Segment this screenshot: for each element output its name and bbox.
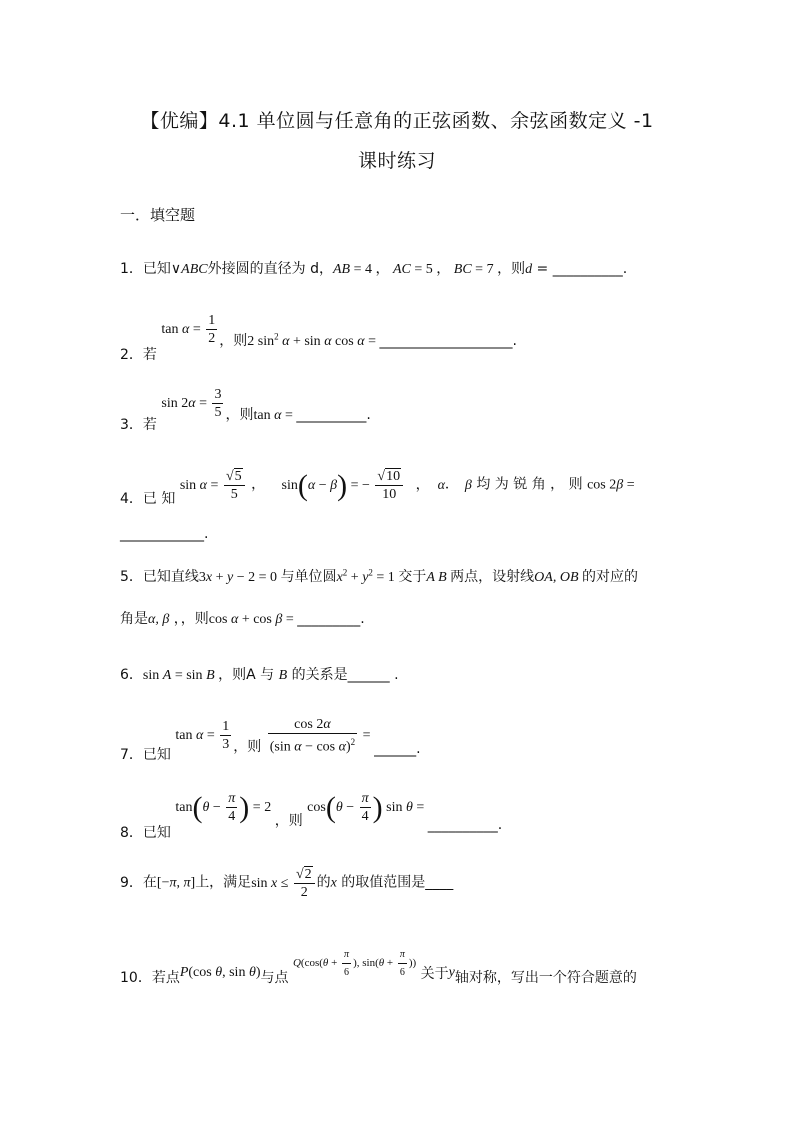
formula: sin x ≤ $\frac{√2}{2}$ — [251, 876, 316, 891]
formula: 2 $\sin^2 \alpha + \sin \alpha$ cos α = — [247, 331, 380, 349]
question-7: 7．已知 tan α = $\frac{1}{3}$ ，则 $\frac{\cos 2\alpha}{(\sin \alpha - \cos \alpha)^2}$ = ______. — [120, 717, 421, 764]
formula: OA, OB — [534, 570, 582, 585]
question-6: 6．sin A = sin B ，则A 与 B 的关系是______ . — [120, 667, 399, 683]
formula: 3x + y − 2 = 0 — [198, 570, 281, 585]
question-1: 1．已知∨ABC外接圆的直径为 d，AB = 4 ， AC = 5 ， BC = 7 ，则d = __________. — [120, 261, 628, 277]
formula: $\frac{\cos 2\alpha}{(\sin \alpha - \cos \alpha)^2}$ = — [269, 717, 375, 755]
formula: [−π, π] — [156, 875, 196, 891]
worksheet-subtitle: 课时练习 — [357, 150, 436, 172]
formula: A B — [426, 570, 451, 585]
question-4: 4．已 知 sin α = $\frac{√5}{5}$ ， sin(α − β) = − $\frac{√10}{10}$ ， α． β 均 为 锐 角 ， 则 cos 2β = — [120, 468, 635, 507]
formula: α — [437, 477, 445, 493]
question-8: 8．已知 tan(θ − $\frac{\pi}{4}$ ) = 2 ，则 cos(θ − $\frac{\pi}{4}$ ) sin θ = __________. — [120, 790, 503, 841]
formula: B — [278, 668, 288, 683]
question-9: 9．在[−π, π]上，满足sin x ≤ $\frac{√2}{2}$ 的x 的取值范围是____ — [120, 867, 454, 900]
formula: α, β — [148, 612, 170, 627]
formula: y — [448, 965, 455, 981]
formula: sin(α − β) = − $\frac{√10}{10}$ — [282, 478, 406, 493]
answer-blank: ______ . — [347, 667, 399, 683]
formula: tan α = $\frac{1}{2}$ — [161, 313, 216, 346]
answer-blank: __________. — [552, 261, 628, 277]
formula: Q(cos(θ + $\frac{\pi}{6}$ ), sin(θ + $\frac{\pi}{6}$ )) — [293, 957, 416, 969]
formula: tan α = $\frac{1}{3}$ — [175, 719, 230, 753]
formula: $x^2 + y^2 = 1$ — [336, 567, 399, 585]
formula: ∨ABC — [170, 262, 208, 277]
answer-blank: ___________________. — [379, 332, 517, 349]
answer-blank: _________. — [297, 611, 365, 627]
question-10: 10．若点P(cos θ, sin θ)与点 Q(cos(θ + $\frac{\pi}{6}$ ), sin(θ + $\frac{\pi}{6}$ )) 关于y轴对称，写出一个符合题意的 — [120, 946, 637, 981]
formula: x — [330, 875, 337, 891]
formula: AB = 4 ， AC = 5 ， BC = 7 — [332, 262, 498, 277]
section-heading: 一．填空题 — [120, 206, 196, 224]
answer-blank: ______. — [374, 741, 421, 758]
formula: cos 2β = — [587, 477, 635, 493]
formula: tan α = — [253, 407, 297, 423]
formula: tan(θ − $\frac{\pi}{4}$ ) = 2 — [175, 790, 275, 824]
formula: sin α = $\frac{√5}{5}$ — [180, 478, 247, 493]
formula: β — [464, 477, 472, 493]
question-2: 2．若 tan α = $\frac{1}{2}$ ，则2 $\sin^2 \alpha + \sin \alpha$ cos α = ___________________. — [120, 313, 517, 363]
answer-blank: ____________. — [120, 526, 209, 542]
formula: sin 2α = $\frac{3}{5}$ — [161, 387, 222, 420]
worksheet-title: 【优编】4.1 单位圆与任意角的正弦函数、余弦函数定义 -1 — [140, 110, 654, 132]
formula: cos(θ − $\frac{\pi}{4}$ ) sin θ = — [307, 790, 428, 824]
question-4-blank — [120, 526, 208, 542]
formula: P(cos θ, sin θ) — [179, 965, 261, 981]
question-5: 5．已知直线3x + y − 2 = 0 与单位圆$x^2 + y^2 = 1$ 交于A B 两点，设射线OA, OB 的对应的 — [120, 567, 638, 585]
question-3: 3．若 sin 2α = $\frac{3}{5}$ ，则tan α = __________. — [120, 387, 371, 433]
answer-blank: ____ — [425, 874, 454, 891]
formula: cos α + cos β = — [208, 612, 298, 627]
answer-blank: __________. — [296, 406, 371, 423]
answer-blank: __________. — [427, 816, 503, 833]
question-5-line2: 角是α, β ，，则cos α + cos β = _________. — [120, 611, 365, 627]
formula: sin A = sin B — [142, 668, 215, 683]
formula: d — [525, 262, 533, 277]
